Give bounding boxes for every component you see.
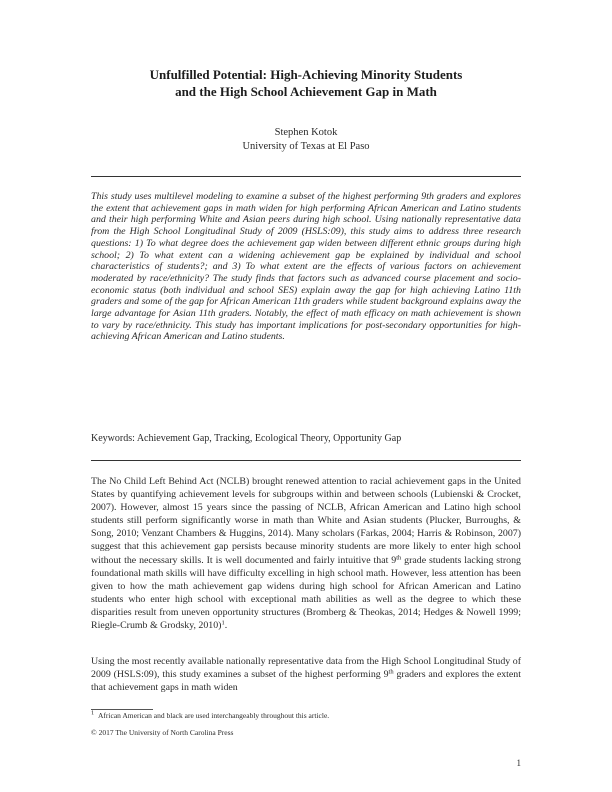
page-number: 1 [516, 758, 521, 768]
author-name: Stephen Kotok [274, 127, 338, 138]
author-affiliation: University of Texas at El Paso [242, 141, 370, 152]
divider-bottom [91, 460, 521, 461]
p2-text-b: graders and explores the extent that achievement gaps in math widen [91, 669, 521, 694]
footnote [91, 711, 521, 721]
body-paragraph-1 [91, 475, 521, 632]
abstract: This study uses multilevel modeling to examine a subset of the highest performing 9th graders and explores the extent that achievement gaps in math widen for high performing African American and Latino students and their high performing White and Asian peers during high school. Using nationally representative data from the High School Longitudinal Study of 2009 (HSLS:09), this study aims to address three research questions: 1) To what degree does the achievement gap widen between different ethnic groups during high school; 2) To what extent can a widening achievement gap be explained by individual and school characteristics of students?; and 3) To what extent are the effects of various factors on achievement moderated by race/ethnicity? The study finds that factors such as advanced course placement and socio-economic status (both individual and school SES) explain away the gap for high achieving Latino 11th graders and some of the gap for African American 11th graders while student background explains away the large advantage for Asian 11th graders. Notably, the effect of math efficacy on math achievement is shown to vary by race/ethnicity. This study has important implications for post-secondary opportunities for high-achieving African American and Latino students. [91, 191, 521, 343]
footnote-ref-1[interactable]: 1 [221, 619, 225, 627]
body-paragraph-2 [91, 655, 521, 694]
footnote-marker: 1 [91, 709, 95, 717]
divider-top [91, 176, 521, 177]
p1-superscript-th: th [396, 554, 402, 562]
keywords: Keywords: Achievement Gap, Tracking, Ecological Theory, Opportunity Gap [91, 433, 402, 444]
p1-text-c: . [224, 620, 228, 632]
paper-title [60, 66, 552, 100]
title-line-1: Unfulfilled Potential: High-Achieving Minority Students [149, 67, 463, 82]
p2-superscript-th: th [388, 668, 394, 676]
title-line-2: and the High School Achievement Gap in Math [175, 84, 437, 99]
author-block [60, 126, 552, 154]
p1-text-b: grade students lacking strong foundational math skills will have difficulty excelling in high school math. However, less attention has been given to how the math achievement gap widens during high school for African American and Latino students who enter high school with exceptional math abilities as well as the degree to which these disparities result from uneven opportunity structures (Bromberg & Theokas, 2014; Hedges & Nowell 1999; Riegle-Crumb & Grodsky, 2010) [91, 554, 521, 632]
footnote-text: African American and black are used interchangeably throughout this article. [98, 711, 330, 720]
p1-text-a: The No Child Left Behind Act (NCLB) brought renewed attention to racial achievement gaps in the United States by quantifying achievement levels for subgroups within and between schools (Lubienski & Crocket, 2007). However, almost 15 years since the passing of NCLB, African American and Latino high school students still perform significantly worse in math than White and Asian students (Plucker, Burroughs, & Song, 2010; Venzant Chambers & Huggins, 2014). Many scholars (Farkas, 2004; Harris & Robinson, 2007) suggest that this achievement gap persists because minority students are more likely to enter high school without the necessary skills. It is well documented and fairly intuitive that 9 [91, 476, 521, 566]
p2-text-a: Using the most recently available nationally representative data from the High School Longitudinal Study of 2009 (HSLS:09), this study examines a subset of the highest performing 9 [91, 656, 521, 681]
footnote-divider [91, 709, 153, 710]
copyright-notice: © 2017 The University of North Carolina Press [91, 728, 234, 737]
